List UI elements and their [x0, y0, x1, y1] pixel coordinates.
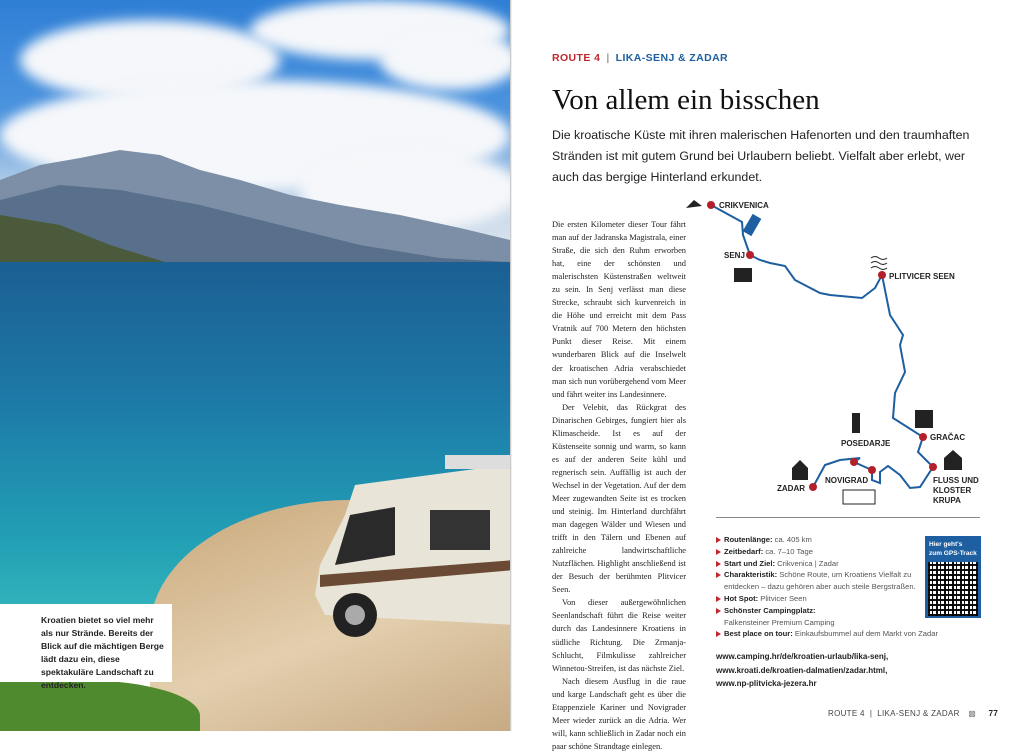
link[interactable]: www.np-plitvicka-jezera.hr [716, 679, 817, 688]
body-paragraph: Der Velebit, das Rückgrat des Dinarischen Gebirges, fungiert hier als Klimascheide. Ist es auf der Küstenseite sonnig und warm, so kann es auf der anderen Seite kühl und regnerisch sein. Auffällig ist auch der Wechsel in der Vegetation. Auf der dem Meer zugewandten Seite ist es trocken und steinig. Im Hinterland durchfährt man dagegen Wälder und Wiesen und trifft in den Tälern und Ebenen auf zahlreiche landwirtschaftliche Nutzflächen. Highlight anschließend ist der Besuch der berühmten Plitvicer Seen. [552, 402, 686, 595]
divider [716, 517, 980, 518]
map-label-gracac: GRAČAC [930, 433, 966, 442]
mountains [0, 0, 510, 300]
map-icons [686, 200, 962, 504]
qr-label: Hier geht's zum GPS-Track [929, 541, 977, 557]
map-label-crikvenica: CRIKVENICA [719, 201, 769, 210]
fact-item: Schönster Campingplatz: Falkensteiner Premium Camping [716, 605, 926, 629]
map-dots [707, 201, 937, 491]
hero-photo [0, 0, 510, 731]
map-label-novigrad: NOVIGRAD [825, 476, 869, 485]
separator: | [606, 52, 610, 64]
route-number: ROUTE 4 [552, 52, 601, 64]
fact-item: Start und Ziel: Crikvenica | Zadar [716, 558, 926, 570]
route-map [680, 190, 1000, 520]
route-region: LIKA-SENJ & ZADAR [615, 52, 729, 64]
gps-track-qr[interactable] [925, 536, 981, 618]
footer-text: ROUTE 4 | LIKA-SENJ & ZADAR [828, 709, 960, 718]
camper-icon [743, 214, 762, 236]
fact-item: Routenlänge: ca. 405 km [716, 534, 926, 546]
article-title: Von allem ein bisschen [552, 84, 820, 116]
map-label-posedarje: POSEDARJE [841, 439, 891, 448]
links [716, 650, 888, 691]
link[interactable]: www.camping.hr/de/kroatien-urlaub/lika-senj, [716, 652, 889, 661]
fact-item: Zeitbedarf: ca. 7–10 Tage [716, 546, 926, 558]
map-label-plitvice: PLITVICER SEEN [889, 272, 955, 281]
body-paragraph: Nach diesem Ausflug in die raue und karge Landschaft geht es über die Etappenziele Kariner und Novigrader Meer wieder zurück an die Adria. Wer will, kann schließlich in Zadar noch ein paar schöne Strandtage einlegen. [552, 676, 686, 751]
camper-van [315, 455, 510, 640]
map-label-krupa: FLUSS UND [933, 476, 979, 485]
fact-item: Best place on tour: Einkaufsbummel auf dem Markt von Zadar [716, 628, 956, 640]
chapel-icon [792, 460, 808, 480]
route-facts [716, 534, 938, 640]
page-footer [828, 709, 998, 718]
castle-icon [734, 268, 752, 282]
page-number: 77 [988, 709, 999, 718]
route-line [711, 205, 933, 488]
map-label-krupa: KRUPA [933, 496, 961, 505]
qr-code[interactable] [928, 562, 978, 616]
body-paragraph: Von dieser außergewöhnlichen Seenlandschaft führt die Reise weiter durch das Landesinnere Kroatiens in südliche Richtung. Die Zrmanja-Schlucht, Filmkulisse zahlreicher Winnetou-Streifen, ist das nächste Ziel. [552, 598, 686, 673]
fact-item: Charakteristik: Schöne Route, um Kroatiens Vielfalt zu entdecken – dazu gehören aber auch steile Bergstraßen. [716, 569, 926, 593]
map-label-zadar: ZADAR [777, 484, 805, 493]
article-lead: Die kroatische Küste mit ihren malerischen Hafenorten und den traumhaften Stränden ist mit gutem Grund bei Urlaubern beliebt. Vielfalt aber erlebt, wer auch das bergige Hinterland erkundet. [552, 128, 970, 184]
fact-item: Hot Spot: Plitvicer Seen [716, 593, 926, 605]
van-icon: ▩ [968, 709, 977, 718]
route-kicker [552, 52, 728, 64]
wine-icon [852, 413, 860, 433]
body-paragraph: Die ersten Kilometer dieser Tour fährt man auf der Jadranska Magistrala, einer Straße, die sich den Ruhm erworben hat, eine der schönsten und malerischsten Küstenstraßen weltweit zu sein. In Senj verlässt man diese Strecke, schraubt sich kurvenreich in die Höhe und erreicht mit dem Pass Vratnik auf 700 Metern den höchsten Punkt dieser Reise. Mit einem wunderbaren Blick auf die Inselwelt der kroatischen Adria verabschiedet man sich nun vorübergehend vom Meer und fährt weiter ins Landesinnere. [552, 220, 686, 399]
church-icon [915, 410, 933, 428]
photo-caption: Kroatien bietet so viel mehr als nur Strände. Bereits der Blick auf die mächtigen Berge lädt dazu ein, diese spektakuläre Landschaft zu entdecken. [0, 604, 172, 682]
article-body [552, 218, 686, 753]
link[interactable]: www.kroati.de/kroatien-dalmatien/zadar.html, [716, 665, 888, 675]
chapel-icon [944, 450, 962, 470]
houses-icon [843, 490, 875, 504]
map-label-krupa: KLOSTER [933, 486, 972, 495]
beach-umbrella-icon [686, 200, 702, 208]
waves-icon [871, 257, 887, 270]
map-label-senj: SENJ [724, 251, 745, 260]
page-fold [510, 0, 512, 731]
